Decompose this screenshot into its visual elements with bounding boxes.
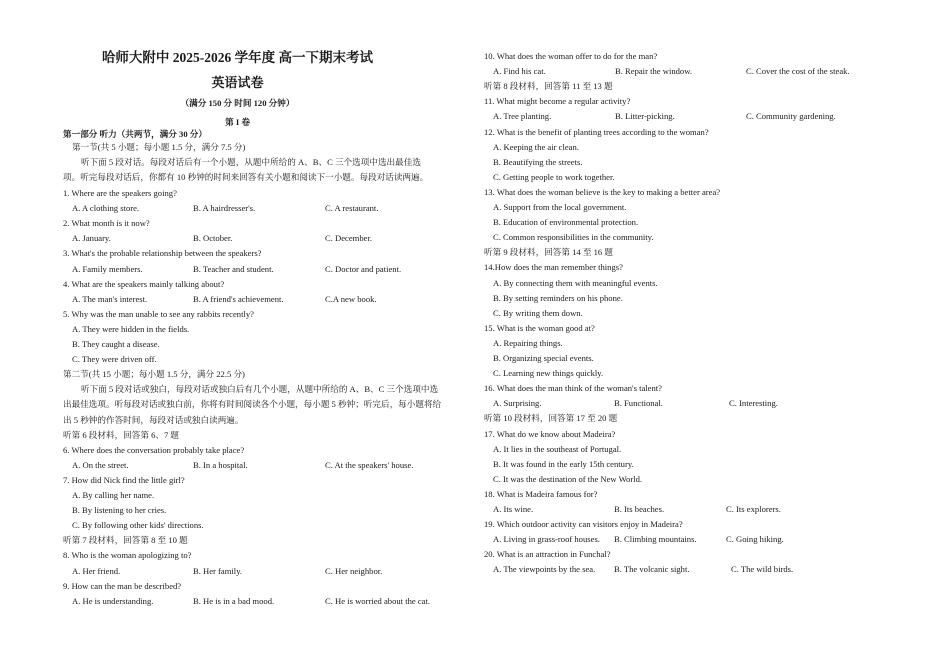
option-a: A. The man's interest. (72, 293, 148, 304)
option-c: C. The wild birds. (731, 564, 794, 575)
section1-instruction-2: 项。听完每段对话后，你都有 10 秒钟的时间来回答有关小题和阅读下一小题。每段对话读两遍。 (63, 172, 429, 182)
part1-title: 第一部分 听力（共两节，满分 30 分） (63, 129, 207, 139)
option-a: A. By calling her name. (72, 490, 155, 500)
option-a: A. Her friend. (72, 565, 121, 576)
option-a: A. Tree planting. (493, 111, 552, 122)
option-c: C. Common responsibilities in the community. (493, 232, 654, 243)
option-c: C. Her neighbor. (325, 565, 383, 576)
option-b: B. In a hospital. (193, 459, 248, 470)
option-a: A. Living in grass-roof houses. (493, 534, 600, 545)
material-note: 听第 9 段材料，回答第 14 至 16 题 (484, 247, 613, 258)
option-b: B. The volcanic sight. (614, 564, 690, 575)
option-c: C. By writing them down. (493, 307, 583, 318)
option-a: A. A clothing store. (72, 203, 140, 214)
question-2: 2. What month is it now? (63, 218, 150, 229)
option-a: A. Repairing things. (493, 337, 563, 348)
option-c: C. He is worried about the cat. (325, 595, 431, 606)
option-c: C. Doctor and patient. (325, 263, 402, 274)
option-c: C. Its explorers. (726, 504, 781, 514)
option-c: C. Getting people to work together. (493, 171, 615, 182)
option-b: B. Education of environmental protection. (493, 217, 639, 228)
question-13: 13. What does the woman believe is the key to making a better area? (484, 186, 721, 197)
material-note: 听第 10 段材料，回答第 17 至 20 题 (484, 413, 618, 424)
material-note: 听第 7 段材料，回答第 8 至 10 题 (63, 535, 188, 546)
option-a: A. Family members. (72, 263, 143, 274)
question-10: 10. What does the woman offer to do for the man? (484, 51, 658, 61)
section2-instruction-2: 出最佳选项。听每段对话或独白前，你将有时间阅读各个小题，每小题 5 秒钟；听完后，每小题将给 (63, 399, 442, 410)
option-a: A. Its wine. (493, 504, 534, 514)
option-a: A. They were hidden in the fields. (72, 323, 190, 334)
option-b: B. October. (193, 233, 233, 244)
option-c: C. December. (325, 233, 373, 244)
option-c: C. At the speakers' house. (325, 459, 414, 470)
option-c: C. They were driven off. (72, 354, 157, 365)
option-b: B. Repair the window. (615, 66, 693, 77)
option-a: A. The viewpoints by the sea. (493, 564, 596, 575)
option-a: A. January. (72, 233, 111, 244)
option-a: A. It lies in the southeast of Portugal. (493, 443, 622, 454)
section2-instruction-1: 听下面 5 段对话或独白，每段对话或独白后有几个小题，从题中所给的 A、B、C 三个选项中选 (81, 384, 439, 395)
option-c: C. Community gardening. (746, 111, 836, 122)
option-c: C.A new book. (325, 293, 377, 304)
option-b: B. They caught a disease. (72, 339, 160, 349)
option-b: B. By setting reminders on his phone. (493, 292, 623, 303)
question-5: 5. Why was the man unable to see any rabbits recently? (63, 308, 254, 319)
question-15: 15. What is the woman good at? (484, 322, 595, 333)
option-b: B. By listening to her cries. (72, 505, 167, 516)
question-9: 9. How can the man be described? (63, 580, 182, 591)
option-a: A. On the street. (72, 459, 129, 470)
option-b: B. He is in a bad mood. (193, 595, 275, 606)
option-b: B. Her family. (193, 565, 243, 576)
option-b: B. Organizing special events. (493, 353, 594, 363)
option-c: C. Interesting. (729, 398, 778, 409)
option-a: A. He is understanding. (72, 595, 154, 606)
question-4: 4. What are the speakers mainly talking about? (63, 278, 225, 289)
option-b: B. A hairdresser's. (193, 203, 256, 214)
question-16: 16. What does the man think of the woman's talent? (484, 383, 662, 394)
section1-title: 第一节(共 5 小题；每小题 1.5 分，满分 7.5 分) (72, 142, 246, 152)
section2-title: 第二节(共 15 小题；每小题 1.5 分，满分 22.5 分) (63, 369, 245, 380)
option-b: B. Teacher and student. (193, 263, 274, 274)
option-a: A. Surprising. (493, 398, 542, 409)
section2-instruction-3: 出 5 秒钟的作答时间，每段对话或独白读两遍。 (63, 414, 244, 425)
question-19: 19. Which outdoor activity can visitors enjoy in Madeira? (484, 519, 683, 530)
exam-title: 哈师大附中 2025-2026 学年度 高一下期末考试 (101, 50, 374, 65)
exam-info: （满分 150 分 时间 120 分钟） (180, 98, 295, 108)
question-20: 20. What is an attraction in Funchal? (484, 549, 611, 560)
option-c: C. By following other kids' directions. (72, 520, 204, 531)
option-b: B. A friend's achievement. (193, 293, 284, 304)
option-a: A. Keeping the air clean. (493, 141, 579, 152)
question-17: 17. What do we know about Madeira? (484, 428, 616, 439)
option-b: B. Climbing mountains. (614, 534, 697, 545)
exam-subject: 英语试卷 (211, 75, 264, 90)
option-c: C. Going hiking. (726, 534, 784, 545)
option-c: C. A restaurant. (325, 203, 379, 214)
option-c: C. Cover the cost of the steak. (746, 66, 850, 77)
question-12: 12. What is the benefit of planting trees according to the woman? (484, 126, 709, 137)
question-8: 8. Who is the woman apologizing to? (63, 550, 192, 561)
question-3: 3. What's the probable relationship between the speakers? (63, 248, 262, 259)
option-a: A. By connecting them with meaningful events. (493, 277, 658, 288)
option-b: B. Functional. (614, 398, 663, 409)
question-18: 18. What is Madeira famous for? (484, 488, 598, 499)
option-c: C. Learning new things quickly. (493, 368, 604, 379)
question-7: 7. How did Nick find the little girl? (63, 474, 185, 485)
option-b: B. Its beaches. (614, 504, 665, 514)
material-note: 听第 6 段材料，回答第 6、7 题 (63, 429, 180, 440)
question-1: 1. Where are the speakers going? (63, 188, 177, 198)
option-b: B. Litter-picking. (615, 111, 675, 122)
material-note: 听第 8 段材料，回答第 11 至 13 题 (484, 81, 613, 92)
option-a: A. Find his cat. (493, 66, 546, 77)
section1-instruction-1: 听下面 5 段对话。每段对话后有一个小题，从题中所给的 A、B、C 三个选项中选出最佳选 (81, 157, 421, 167)
question-6: 6. Where does the conversation probably take place? (63, 444, 245, 455)
question-11: 11. What might become a regular activity? (484, 96, 631, 107)
option-b: B. Beautifying the streets. (493, 156, 583, 167)
option-c: C. It was the destination of the New World. (493, 473, 643, 484)
option-a: A. Support from the local government. (493, 202, 627, 212)
option-b: B. It was found in the early 15th century. (493, 458, 634, 469)
volume-label: 第 I 卷 (225, 117, 250, 127)
question-14: 14.How does the man remember things? (484, 262, 623, 273)
